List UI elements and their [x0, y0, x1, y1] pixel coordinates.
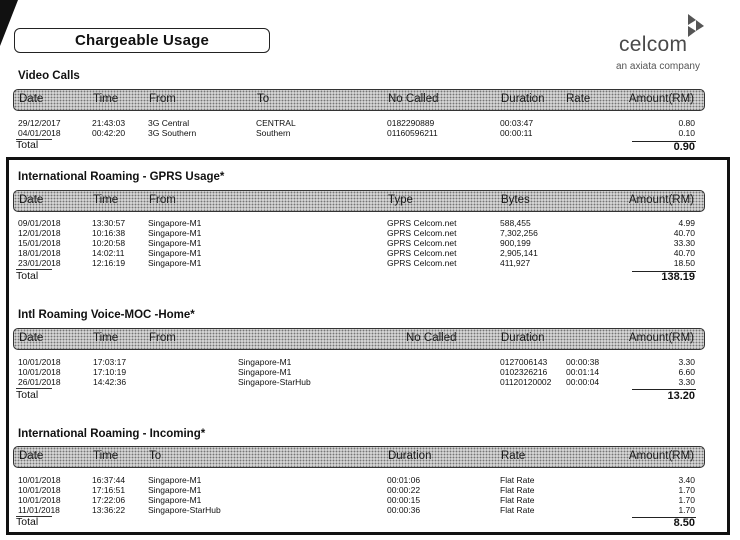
cell-bytes: 900,199	[500, 238, 531, 248]
cell-from: Singapore-StarHub	[238, 377, 311, 387]
col-from: From	[149, 93, 176, 105]
incoming-title: International Roaming - Incoming*	[18, 428, 206, 440]
cell-no-called: 01120120002	[500, 377, 552, 387]
voice-moc-total: 13.20	[667, 390, 695, 402]
col-amount: Amount(RM)	[628, 194, 694, 206]
voice-moc-rows	[0, 357, 740, 387]
col-type: Type	[388, 194, 413, 206]
table-row	[0, 118, 740, 128]
table-row	[0, 367, 740, 377]
cell-time: 10:20:58	[92, 238, 126, 248]
cell-amount: 4.99	[678, 218, 695, 228]
table-row	[0, 218, 740, 228]
cell-time: 13:30:57	[92, 218, 126, 228]
incoming-rows	[0, 475, 740, 515]
cell-time: 17:22:06	[92, 495, 126, 505]
cell-from: Singapore-M1	[148, 258, 202, 268]
cell-time: 16:37:44	[92, 475, 126, 485]
cell-from: 3G Southern	[148, 128, 197, 138]
cell-type: GPRS Celcom.net	[387, 258, 457, 268]
cell-rate: Flat Rate	[500, 485, 535, 495]
cell-to: Southern	[256, 128, 291, 138]
cell-to: CENTRAL	[256, 118, 296, 128]
cell-from: Singapore-M1	[238, 357, 292, 367]
cell-rate: Flat Rate	[500, 475, 535, 485]
cell-from: Singapore-M1	[148, 248, 202, 258]
cell-bytes: 2,905,141	[500, 248, 538, 258]
table-row	[0, 238, 740, 248]
col-from: From	[149, 332, 176, 344]
table-row	[0, 485, 740, 495]
cell-time: 17:16:51	[92, 485, 126, 495]
cell-duration: 00:01:06	[387, 475, 421, 485]
col-rate: Rate	[501, 450, 526, 462]
col-time: Time	[93, 194, 119, 206]
cell-from: Singapore-M1	[148, 238, 202, 248]
brand-name: celcom	[619, 33, 688, 56]
cell-amount: 1.70	[678, 495, 695, 505]
col-date: Date	[19, 194, 44, 206]
cell-time: 14:42:36	[93, 377, 127, 387]
cell-bytes: 7,302,256	[500, 228, 538, 238]
cell-to: Singapore-StarHub	[148, 505, 221, 515]
table-row	[0, 495, 740, 505]
cell-time: 00:42:20	[92, 128, 126, 138]
cell-date: 10/01/2018	[18, 357, 61, 367]
incoming-total-label: Total	[16, 516, 39, 528]
voice-moc-total-label: Total	[16, 389, 39, 401]
cell-date: 12/01/2018	[18, 228, 61, 238]
col-from: From	[149, 194, 176, 206]
col-time: Time	[93, 332, 119, 344]
table-row	[0, 357, 740, 367]
cell-date: 11/01/2018	[18, 505, 60, 515]
col-time: Time	[93, 450, 119, 462]
cell-no-called: 01160596211	[387, 128, 438, 138]
col-amount: Amount(RM)	[628, 450, 694, 462]
video-calls-title: Video Calls	[18, 70, 80, 82]
cell-to: Singapore-M1	[148, 485, 202, 495]
cell-date: 23/01/2018	[18, 258, 61, 268]
gprs-rows	[0, 218, 740, 268]
cell-amount: 40.70	[673, 248, 695, 258]
cell-date: 10/01/2018	[18, 367, 61, 377]
cell-from: 3G Central	[148, 118, 190, 128]
cell-duration: 00:00:15	[387, 495, 421, 505]
video-calls-header	[13, 89, 705, 111]
cell-amount: 1.70	[678, 485, 695, 495]
cell-amount: 3.30	[678, 377, 695, 387]
gprs-header	[13, 190, 705, 212]
cell-duration: 00:03:47	[500, 118, 534, 128]
cell-duration: 00:00:38	[566, 357, 600, 367]
video-calls-total-label: Total	[16, 139, 39, 151]
cell-time: 10:16:38	[92, 228, 126, 238]
cell-amount: 3.30	[678, 357, 695, 367]
cell-to: Singapore-M1	[148, 495, 202, 505]
col-date: Date	[19, 93, 44, 105]
col-no-called: No Called	[406, 332, 457, 344]
cell-amount: 0.10	[678, 128, 695, 138]
cell-no-called: 0182290889	[387, 118, 435, 128]
page-title: Chargeable Usage	[14, 28, 270, 53]
col-to: To	[149, 450, 162, 462]
col-amount: Amount(RM)	[628, 332, 694, 344]
col-amount: Amount(RM)	[628, 93, 694, 105]
cell-bytes: 411,927	[500, 258, 531, 268]
col-to: To	[257, 93, 270, 105]
cell-from: Singapore-M1	[148, 218, 202, 228]
cell-duration: 00:00:36	[387, 505, 421, 515]
incoming-total: 8.50	[673, 517, 695, 529]
cell-rate: Flat Rate	[500, 505, 535, 515]
voice-moc-header	[13, 328, 705, 350]
voice-moc-title: Intl Roaming Voice-MOC -Home*	[18, 309, 195, 321]
col-duration: Duration	[388, 450, 432, 462]
cell-time: 12:16:19	[92, 258, 126, 268]
table-row	[0, 505, 740, 515]
incoming-header	[13, 446, 705, 468]
cell-time: 17:03:17	[93, 357, 127, 367]
cell-amount: 40.70	[673, 228, 695, 238]
cell-to: Singapore-M1	[148, 475, 202, 485]
cell-date: 10/01/2018	[18, 475, 61, 485]
col-duration: Duration	[501, 93, 545, 105]
cell-amount: 3.40	[678, 475, 695, 485]
cell-type: GPRS Celcom.net	[387, 228, 457, 238]
cell-type: GPRS Celcom.net	[387, 218, 457, 228]
cell-type: GPRS Celcom.net	[387, 248, 457, 258]
brand-tagline: an axiata company	[616, 61, 700, 72]
gprs-title: International Roaming - GPRS Usage*	[18, 171, 225, 183]
cell-rate: Flat Rate	[500, 495, 535, 505]
cell-bytes: 588,455	[500, 218, 531, 228]
cell-date: 09/01/2018	[18, 218, 61, 228]
video-calls-total: 0.90	[673, 141, 695, 153]
cell-time: 13:36:22	[92, 505, 126, 515]
cell-date: 04/01/2018	[18, 128, 61, 138]
col-date: Date	[19, 332, 44, 344]
cell-date: 29/12/2017	[18, 118, 61, 128]
table-row	[0, 248, 740, 258]
cell-date: 10/01/2018	[18, 485, 61, 495]
cell-amount: 18.50	[673, 258, 695, 268]
cell-amount: 0.80	[678, 118, 695, 128]
table-row	[0, 377, 740, 387]
col-time: Time	[93, 93, 119, 105]
cell-type: GPRS Celcom.net	[387, 238, 457, 248]
cell-from: Singapore-M1	[148, 228, 202, 238]
cell-from: Singapore-M1	[238, 367, 292, 377]
cell-duration: 00:00:11	[500, 128, 533, 138]
cell-amount: 6.60	[678, 367, 695, 377]
gprs-total: 138.19	[661, 271, 695, 283]
cell-duration: 00:00:22	[387, 485, 421, 495]
col-rate: Rate	[566, 93, 591, 105]
cell-date: 15/01/2018	[18, 238, 61, 248]
cell-amount: 33.30	[673, 238, 695, 248]
cell-date: 10/01/2018	[18, 495, 61, 505]
cell-no-called: 0102326216	[500, 367, 548, 377]
table-row	[0, 475, 740, 485]
table-row	[0, 228, 740, 238]
video-calls-rows	[0, 118, 740, 138]
cell-duration: 00:01:14	[566, 367, 600, 377]
gprs-total-label: Total	[16, 270, 39, 282]
celcom-logo-icon	[686, 12, 706, 40]
cell-date: 18/01/2018	[18, 248, 61, 258]
cell-time: 14:02:11	[92, 248, 125, 258]
cell-time: 21:43:03	[92, 118, 126, 128]
cell-no-called: 0127006143	[500, 357, 548, 367]
col-date: Date	[19, 450, 44, 462]
cell-time: 17:10:19	[93, 367, 127, 377]
table-row	[0, 128, 740, 138]
table-row	[0, 258, 740, 268]
col-duration: Duration	[501, 332, 545, 344]
cell-date: 26/01/2018	[18, 377, 61, 387]
col-no-called: No Called	[388, 93, 439, 105]
cell-amount: 1.70	[678, 505, 695, 515]
cell-duration: 00:00:04	[566, 377, 600, 387]
col-bytes: Bytes	[501, 194, 530, 206]
